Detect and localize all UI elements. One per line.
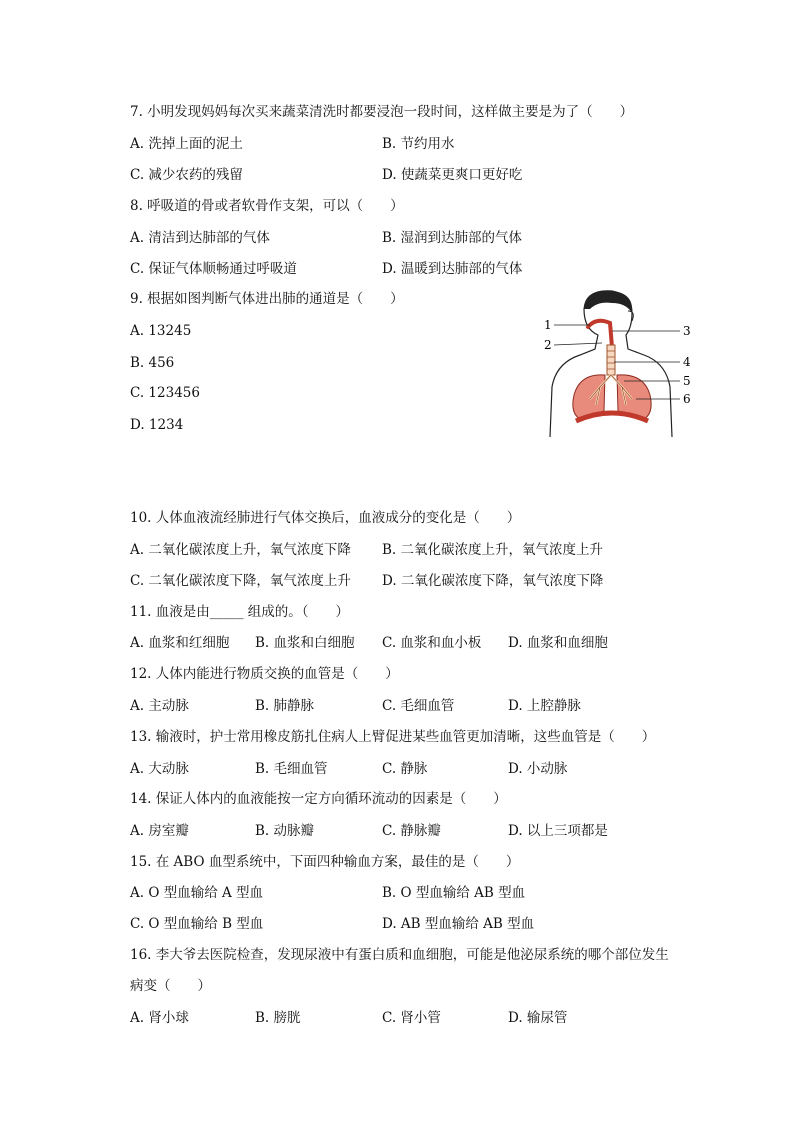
question-13-option-c: C. 静脉 xyxy=(382,761,428,777)
respiratory-system-figure xyxy=(540,287,700,439)
question-10-option-a: A. 二氧化碳浓度上升，氧气浓度下降 xyxy=(130,542,351,558)
question-16-option-c: C. 肾小管 xyxy=(382,1010,441,1026)
question-15-option-a: A. O 型血输给 A 型血 xyxy=(130,885,264,901)
question-16-option-b: B. 膀胱 xyxy=(255,1010,301,1026)
question-14-option-c: C. 静脉瓣 xyxy=(382,823,441,839)
figure-label-5: 5 xyxy=(683,374,691,388)
question-12-stem: 12. 人体内能进行物质交换的血管是（ ） xyxy=(130,666,399,682)
question-9-option-b: B. 456 xyxy=(130,355,175,371)
question-8-option-a: A. 清洁到达肺部的气体 xyxy=(130,230,270,246)
figure-label-6: 6 xyxy=(683,392,691,406)
question-13-option-b: B. 毛细血管 xyxy=(255,761,328,777)
question-11-option-b: B. 血浆和白细胞 xyxy=(255,635,355,651)
figure-label-2: 2 xyxy=(544,338,552,352)
question-12-option-c: C. 毛细血管 xyxy=(382,698,455,714)
question-11-stem: 11. 血液是由_____ 组成的。（ ） xyxy=(130,604,350,620)
figure-label-4: 4 xyxy=(683,355,691,369)
question-9-option-d: D. 1234 xyxy=(130,417,184,433)
question-7-stem: 7. 小明发现妈妈每次买来蔬菜清洗时都要浸泡一段时间，这样做主要是为了（ ） xyxy=(130,104,634,120)
question-15-option-d: D. AB 型血输给 AB 型血 xyxy=(382,916,535,932)
question-14-option-b: B. 动脉瓣 xyxy=(255,823,315,839)
question-16-option-d: D. 输尿管 xyxy=(508,1010,568,1026)
question-9-option-a: A. 13245 xyxy=(130,323,192,339)
question-9-stem: 9. 根据如图判断气体进出肺的通道是（ ） xyxy=(130,291,404,307)
question-13-option-d: D. 小动脉 xyxy=(508,761,568,777)
question-15-stem: 15. 在 ABO 血型系统中，下面四种输血方案，最佳的是（ ） xyxy=(130,854,520,870)
question-7-option-c: C. 减少农药的残留 xyxy=(130,167,243,183)
question-11-option-a: A. 血浆和红细胞 xyxy=(130,635,230,651)
figure-label-3: 3 xyxy=(683,324,691,338)
question-7-option-d: D. 使蔬菜更爽口更好吃 xyxy=(382,167,523,183)
question-10-option-d: D. 二氧化碳浓度下降，氧气浓度下降 xyxy=(382,573,604,589)
question-15-option-c: C. O 型血输给 B 型血 xyxy=(130,916,264,932)
question-16-stem-continued: 病变（ ） xyxy=(130,978,211,994)
question-10-option-b: B. 二氧化碳浓度上升，氧气浓度上升 xyxy=(382,542,604,558)
question-16-option-a: A. 肾小球 xyxy=(130,1010,189,1026)
question-7-option-a: A. 洗掉上面的泥土 xyxy=(130,136,243,152)
question-11-option-c: C. 血浆和血小板 xyxy=(382,635,482,651)
question-8-option-c: C. 保证气体顺畅通过呼吸道 xyxy=(130,261,297,277)
question-16-stem: 16. 李大爷去医院检查，发现尿液中有蛋白质和血细胞，可能是他泌尿系统的哪个部位发生 xyxy=(130,947,669,963)
question-14-option-a: A. 房室瓣 xyxy=(130,823,189,839)
question-15-option-b: B. O 型血输给 AB 型血 xyxy=(382,885,526,901)
question-12-option-b: B. 肺静脉 xyxy=(255,698,315,714)
question-13-option-a: A. 大动脉 xyxy=(130,761,189,777)
question-7-option-b: B. 节约用水 xyxy=(382,136,455,152)
question-14-option-d: D. 以上三项都是 xyxy=(508,823,608,839)
question-8-option-d: D. 温暖到达肺部的气体 xyxy=(382,261,523,277)
trachea xyxy=(607,345,615,375)
question-9-option-c: C. 123456 xyxy=(130,385,200,401)
question-8-option-b: B. 湿润到达肺部的气体 xyxy=(382,230,523,246)
question-12-option-a: A. 主动脉 xyxy=(130,698,189,714)
question-11-option-d: D. 血浆和血细胞 xyxy=(508,635,608,651)
question-8-stem: 8. 呼吸道的骨或者软骨作支架，可以（ ） xyxy=(130,198,404,214)
question-10-option-c: C. 二氧化碳浓度下降，氧气浓度上升 xyxy=(130,573,351,589)
figure-label-1: 1 xyxy=(544,318,552,332)
question-14-stem: 14. 保证人体内的血液能按一定方向循环流动的因素是（ ） xyxy=(130,791,507,807)
question-12-option-d: D. 上腔静脉 xyxy=(508,698,581,714)
question-10-stem: 10. 人体血液流经肺进行气体交换后，血液成分的变化是（ ） xyxy=(130,510,521,526)
question-13-stem: 13. 输液时，护士常用橡皮筋扎住病人上臂促进某些血管更加清晰，这些血管是（ ） xyxy=(130,729,656,745)
